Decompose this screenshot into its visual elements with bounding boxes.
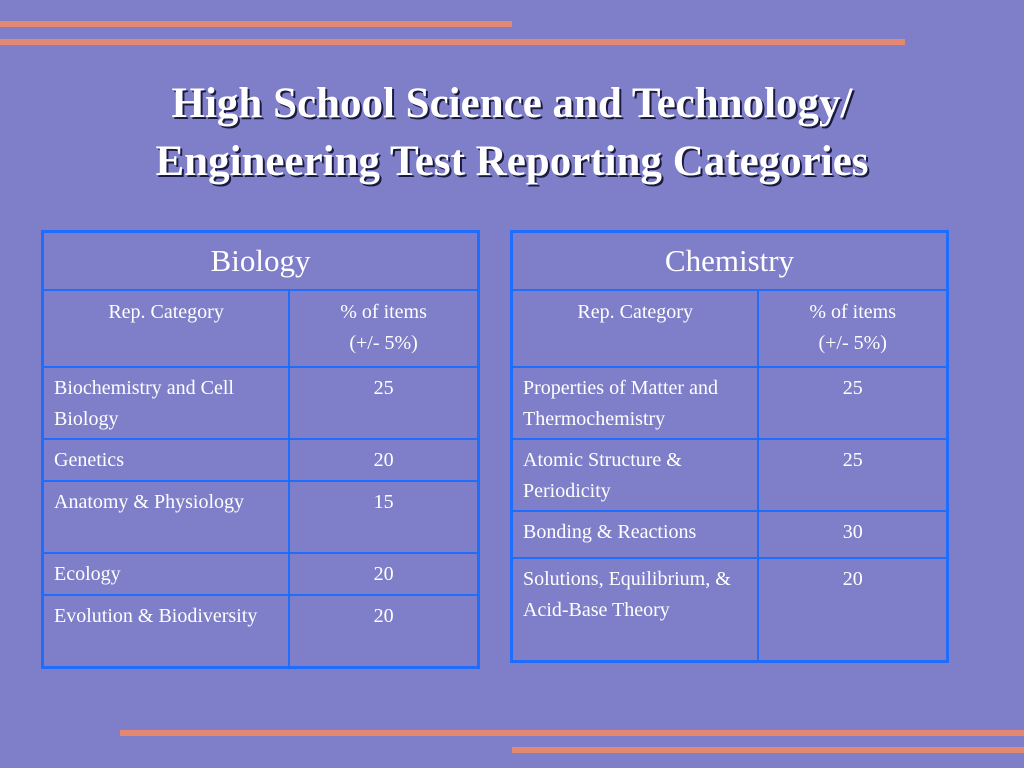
table-row — [43, 367, 479, 439]
title-line-2: Engineering Test Reporting Categories — [155, 138, 869, 185]
category-cell: Genetics — [43, 439, 290, 481]
table-row — [512, 439, 948, 511]
percent-cell: 20 — [289, 553, 478, 595]
table-row — [43, 439, 479, 481]
column-header-percent — [758, 290, 947, 367]
decorative-stripe — [0, 21, 512, 27]
biology-table — [41, 230, 480, 669]
percent-cell: 25 — [758, 439, 947, 511]
category-cell: Evolution & Biodiversity — [43, 595, 290, 667]
table-row — [43, 553, 479, 595]
table-row — [43, 595, 479, 667]
table-heading: Chemistry — [512, 232, 948, 291]
table-row — [512, 511, 948, 558]
category-cell: Solutions, Equilibrium, & Acid-Base Theory — [512, 558, 759, 661]
percent-cell: 25 — [758, 367, 947, 439]
decorative-stripe — [512, 747, 1024, 753]
table-heading: Biology — [43, 232, 479, 291]
percent-cell: 20 — [289, 595, 478, 667]
percent-cell: 15 — [289, 481, 478, 553]
decorative-stripe — [0, 39, 905, 45]
column-header-category: Rep. Category — [43, 290, 290, 367]
table-row — [512, 367, 948, 439]
percent-header-line2: (+/- 5%) — [818, 332, 887, 354]
category-cell: Ecology — [43, 553, 290, 595]
category-cell: Biochemistry and Cell Biology — [43, 367, 290, 439]
decorative-stripe — [120, 730, 1024, 736]
percent-cell: 30 — [758, 511, 947, 558]
percent-cell: 20 — [289, 439, 478, 481]
column-header-percent — [289, 290, 478, 367]
title-line-1: High School Science and Technology/ — [171, 80, 853, 127]
chemistry-table — [510, 230, 949, 663]
category-cell: Atomic Structure & Periodicity — [512, 439, 759, 511]
table-row — [512, 558, 948, 661]
percent-header-line2: (+/- 5%) — [349, 332, 418, 354]
percent-header-line1: % of items — [340, 301, 427, 323]
percent-header-line1: % of items — [809, 301, 897, 323]
category-cell: Anatomy & Physiology — [43, 481, 290, 553]
percent-cell: 20 — [758, 558, 947, 661]
slide-title — [0, 75, 1024, 191]
category-cell: Properties of Matter and Thermochemistry — [512, 367, 759, 439]
category-cell: Bonding & Reactions — [512, 511, 759, 558]
column-header-category: Rep. Category — [512, 290, 759, 367]
table-row — [43, 481, 479, 553]
percent-cell: 25 — [289, 367, 478, 439]
